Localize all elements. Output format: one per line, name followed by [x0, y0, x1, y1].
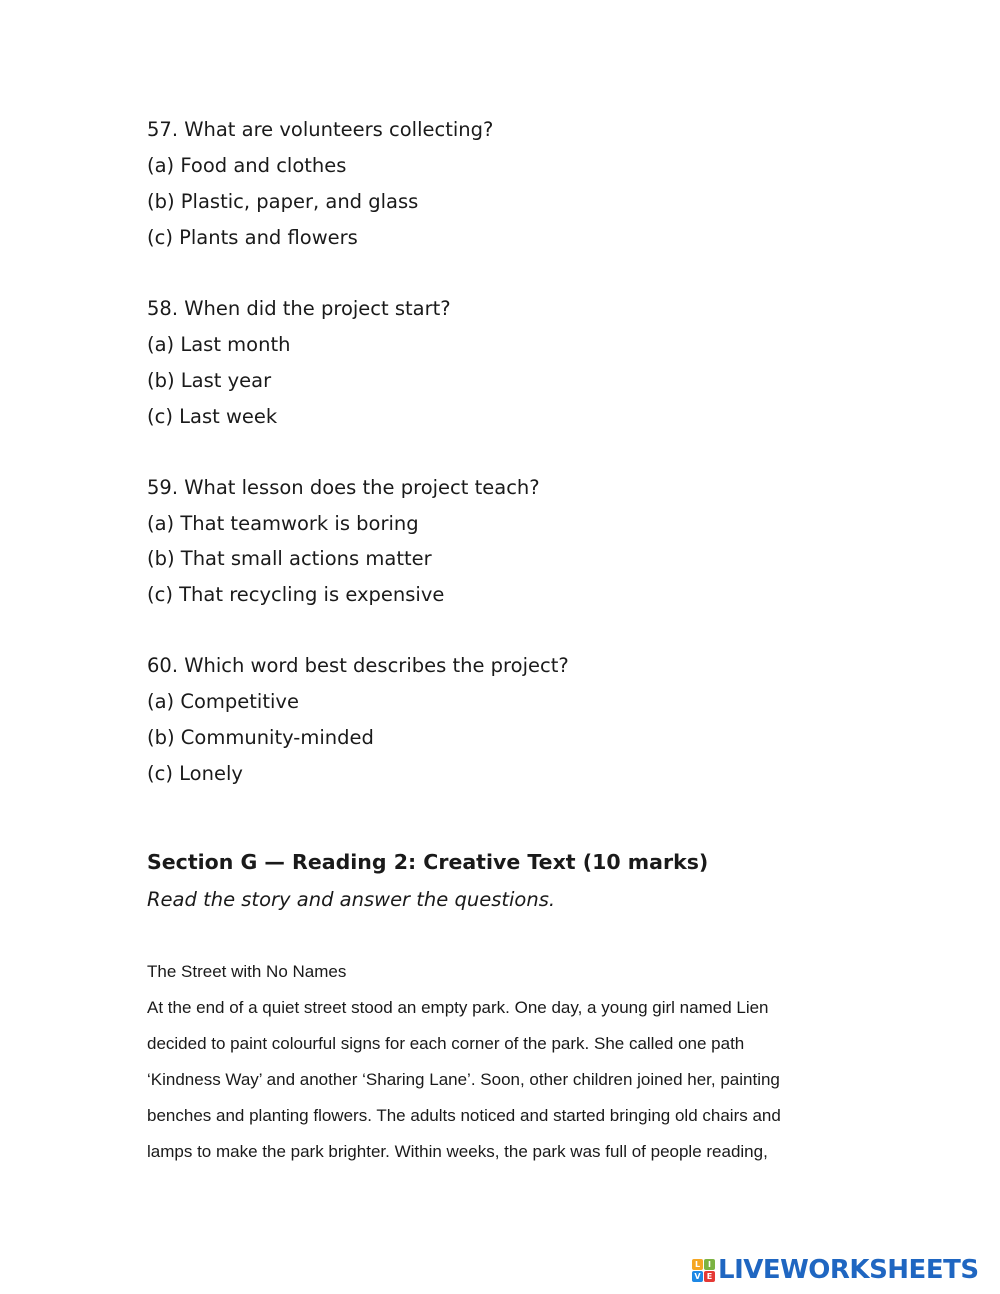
story-line: At the end of a quiet street stood an empty park. One day, a young girl named Lien — [147, 998, 769, 1017]
section-instruction: Read the story and answer the questions. — [147, 888, 556, 911]
logo-mark-letter: I — [704, 1259, 715, 1270]
question-text: 60. Which word best describes the project? — [147, 654, 569, 677]
logo-mark-letter: E — [704, 1271, 715, 1282]
option-b: (b) Last year — [147, 369, 272, 392]
logo-text: LIVEWORKSHEETS — [718, 1255, 979, 1285]
option-a: (a) Competitive — [147, 690, 299, 713]
option-c: (c) Last week — [147, 405, 278, 428]
liveworksheets-logo — [692, 1255, 979, 1285]
story-line: lamps to make the park brighter. Within weeks, the park was full of people reading, — [147, 1142, 768, 1161]
story-line: benches and planting flowers. The adults noticed and started bringing old chairs and — [147, 1106, 781, 1125]
option-b: (b) That small actions matter — [147, 547, 432, 570]
logo-mark-icon — [692, 1259, 715, 1282]
question-text: 58. When did the project start? — [147, 297, 451, 320]
story-line: ‘Kindness Way’ and another ‘Sharing Lane’. Soon, other children joined her, painting — [147, 1070, 780, 1089]
question-text: 57. What are volunteers collecting? — [147, 118, 494, 141]
logo-mark-letter: L — [692, 1259, 703, 1270]
option-b: (b) Community-minded — [147, 726, 374, 749]
story-title: The Street with No Names — [147, 962, 347, 981]
option-a: (a) Last month — [147, 333, 291, 356]
section-title: Section G — Reading 2: Creative Text (10 marks) — [147, 850, 709, 874]
option-b: (b) Plastic, paper, and glass — [147, 190, 419, 213]
logo-mark-letter: V — [692, 1271, 703, 1282]
option-c: (c) Plants and flowers — [147, 226, 358, 249]
option-a: (a) That teamwork is boring — [147, 512, 419, 535]
option-c: (c) Lonely — [147, 762, 243, 785]
option-a: (a) Food and clothes — [147, 154, 347, 177]
option-c: (c) That recycling is expensive — [147, 583, 445, 606]
story-line: decided to paint colourful signs for each corner of the park. She called one path — [147, 1034, 745, 1053]
question-text: 59. What lesson does the project teach? — [147, 476, 540, 499]
